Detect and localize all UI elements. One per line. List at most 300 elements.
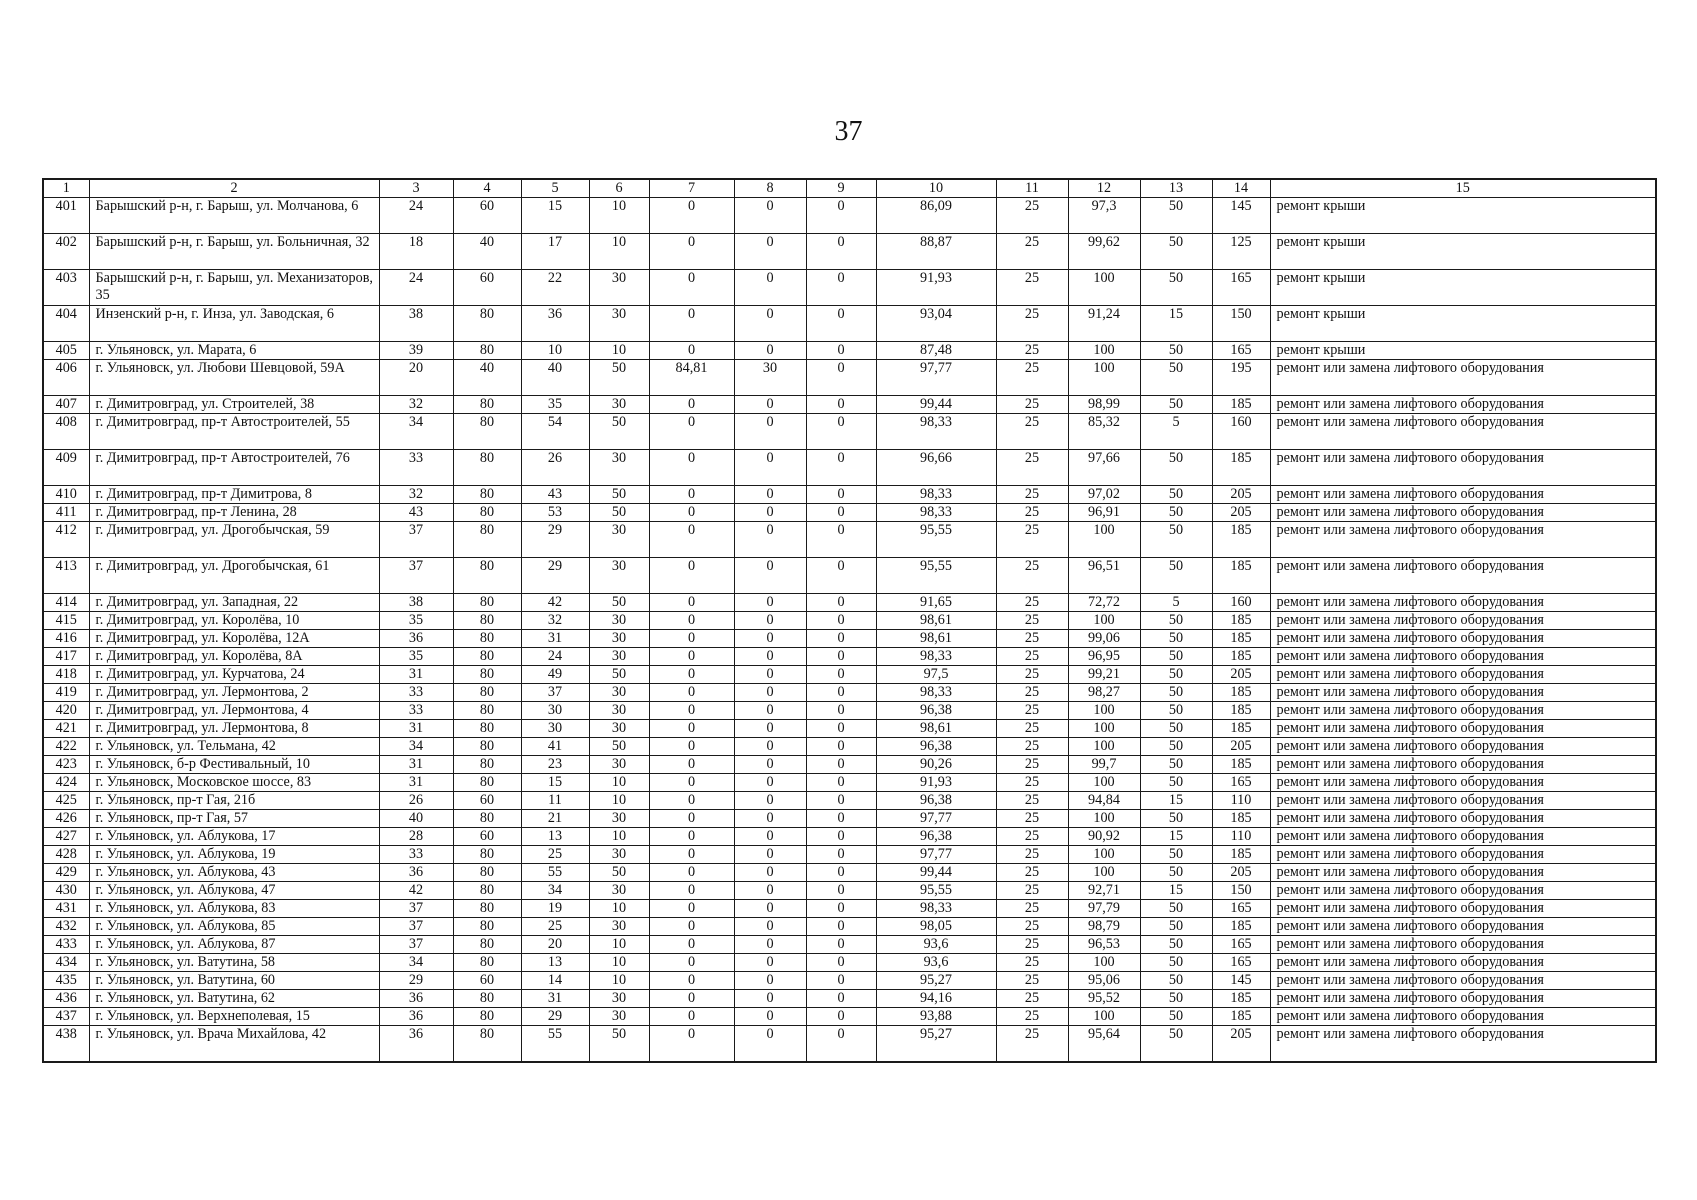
address-cell: г. Ульяновск, Московское шоссе, 83: [89, 774, 379, 792]
value-cell: 0: [649, 522, 734, 558]
value-cell: 205: [1212, 738, 1270, 756]
value-cell: 50: [589, 594, 649, 612]
value-cell: 30: [589, 270, 649, 306]
value-cell: 13: [521, 954, 589, 972]
row-number-cell: 402: [43, 234, 89, 270]
table-row: [43, 954, 1656, 972]
value-cell: 0: [734, 342, 806, 360]
table-row: [43, 504, 1656, 522]
value-cell: 145: [1212, 972, 1270, 990]
value-cell: 50: [1140, 774, 1212, 792]
value-cell: 20: [521, 936, 589, 954]
row-number-cell: 405: [43, 342, 89, 360]
value-cell: 31: [521, 630, 589, 648]
value-cell: 98,61: [876, 612, 996, 630]
header-cell: 4: [453, 179, 521, 198]
value-cell: 15: [1140, 882, 1212, 900]
value-cell: 50: [1140, 342, 1212, 360]
value-cell: 50: [1140, 666, 1212, 684]
value-cell: 30: [589, 702, 649, 720]
value-cell: 185: [1212, 684, 1270, 702]
work-type-cell: ремонт или замена лифтового оборудования: [1270, 720, 1656, 738]
value-cell: 100: [1068, 342, 1140, 360]
address-cell: г. Димитровград, ул. Строителей, 38: [89, 396, 379, 414]
value-cell: 80: [453, 900, 521, 918]
value-cell: 97,77: [876, 846, 996, 864]
address-cell: Инзенский р-н, г. Инза, ул. Заводская, 6: [89, 306, 379, 342]
value-cell: 99,21: [1068, 666, 1140, 684]
value-cell: 84,81: [649, 360, 734, 396]
value-cell: 88,87: [876, 234, 996, 270]
value-cell: 30: [589, 990, 649, 1008]
header-cell: 13: [1140, 179, 1212, 198]
value-cell: 165: [1212, 936, 1270, 954]
address-cell: г. Димитровград, ул. Курчатова, 24: [89, 666, 379, 684]
value-cell: 26: [379, 792, 453, 810]
value-cell: 25: [996, 450, 1068, 486]
value-cell: 80: [453, 738, 521, 756]
work-type-cell: ремонт или замена лифтового оборудования: [1270, 360, 1656, 396]
value-cell: 50: [1140, 648, 1212, 666]
value-cell: 98,33: [876, 414, 996, 450]
row-number-cell: 428: [43, 846, 89, 864]
address-cell: г. Ульяновск, ул. Аблукова, 43: [89, 864, 379, 882]
value-cell: 26: [521, 450, 589, 486]
value-cell: 34: [379, 414, 453, 450]
row-number-cell: 436: [43, 990, 89, 1008]
value-cell: 53: [521, 504, 589, 522]
value-cell: 50: [589, 666, 649, 684]
header-cell: 5: [521, 179, 589, 198]
value-cell: 98,33: [876, 900, 996, 918]
work-type-cell: ремонт или замена лифтового оборудования: [1270, 450, 1656, 486]
value-cell: 185: [1212, 846, 1270, 864]
table-body: [43, 198, 1656, 1063]
value-cell: 25: [996, 306, 1068, 342]
value-cell: 25: [996, 936, 1068, 954]
work-type-cell: ремонт или замена лифтового оборудования: [1270, 972, 1656, 990]
address-cell: г. Ульяновск, пр-т Гая, 57: [89, 810, 379, 828]
value-cell: 205: [1212, 864, 1270, 882]
value-cell: 31: [379, 774, 453, 792]
value-cell: 30: [589, 630, 649, 648]
table-row: [43, 756, 1656, 774]
value-cell: 50: [1140, 954, 1212, 972]
value-cell: 205: [1212, 666, 1270, 684]
value-cell: 25: [996, 234, 1068, 270]
value-cell: 0: [649, 414, 734, 450]
value-cell: 50: [1140, 810, 1212, 828]
row-number-cell: 424: [43, 774, 89, 792]
value-cell: 98,61: [876, 720, 996, 738]
value-cell: 96,66: [876, 450, 996, 486]
value-cell: 0: [734, 774, 806, 792]
value-cell: 0: [649, 396, 734, 414]
value-cell: 0: [806, 882, 876, 900]
value-cell: 0: [649, 828, 734, 846]
value-cell: 25: [996, 990, 1068, 1008]
address-cell: г. Ульяновск, ул. Ватутина, 60: [89, 972, 379, 990]
value-cell: 100: [1068, 846, 1140, 864]
value-cell: 30: [589, 522, 649, 558]
value-cell: 0: [734, 828, 806, 846]
value-cell: 0: [649, 738, 734, 756]
value-cell: 37: [379, 522, 453, 558]
value-cell: 80: [453, 882, 521, 900]
table-row: [43, 450, 1656, 486]
value-cell: 10: [589, 972, 649, 990]
address-cell: г. Димитровград, ул. Лермонтова, 8: [89, 720, 379, 738]
value-cell: 110: [1212, 828, 1270, 846]
value-cell: 0: [734, 792, 806, 810]
address-cell: г. Ульяновск, ул. Врача Михайлова, 42: [89, 1026, 379, 1063]
value-cell: 165: [1212, 900, 1270, 918]
value-cell: 25: [996, 630, 1068, 648]
value-cell: 50: [1140, 756, 1212, 774]
value-cell: 95,55: [876, 522, 996, 558]
value-cell: 10: [521, 342, 589, 360]
value-cell: 0: [649, 972, 734, 990]
table-row: [43, 738, 1656, 756]
value-cell: 25: [996, 792, 1068, 810]
work-type-cell: ремонт или замена лифтового оборудования: [1270, 864, 1656, 882]
value-cell: 94,16: [876, 990, 996, 1008]
value-cell: 50: [1140, 270, 1212, 306]
value-cell: 100: [1068, 270, 1140, 306]
work-type-cell: ремонт или замена лифтового оборудования: [1270, 486, 1656, 504]
value-cell: 0: [806, 666, 876, 684]
value-cell: 97,79: [1068, 900, 1140, 918]
value-cell: 80: [453, 810, 521, 828]
header-cell: 9: [806, 179, 876, 198]
value-cell: 0: [734, 954, 806, 972]
value-cell: 95,06: [1068, 972, 1140, 990]
value-cell: 80: [453, 954, 521, 972]
table-row: [43, 612, 1656, 630]
value-cell: 31: [379, 666, 453, 684]
value-cell: 165: [1212, 342, 1270, 360]
value-cell: 0: [649, 486, 734, 504]
value-cell: 80: [453, 486, 521, 504]
value-cell: 80: [453, 612, 521, 630]
value-cell: 0: [734, 648, 806, 666]
value-cell: 0: [806, 846, 876, 864]
value-cell: 25: [996, 1026, 1068, 1063]
value-cell: 80: [453, 936, 521, 954]
value-cell: 13: [521, 828, 589, 846]
value-cell: 96,38: [876, 792, 996, 810]
value-cell: 25: [996, 666, 1068, 684]
work-type-cell: ремонт крыши: [1270, 342, 1656, 360]
value-cell: 0: [734, 594, 806, 612]
value-cell: 0: [806, 612, 876, 630]
value-cell: 60: [453, 792, 521, 810]
value-cell: 185: [1212, 756, 1270, 774]
value-cell: 35: [379, 648, 453, 666]
value-cell: 80: [453, 450, 521, 486]
address-cell: г. Димитровград, ул. Лермонтова, 2: [89, 684, 379, 702]
value-cell: 40: [521, 360, 589, 396]
value-cell: 100: [1068, 954, 1140, 972]
value-cell: 205: [1212, 504, 1270, 522]
row-number-cell: 409: [43, 450, 89, 486]
value-cell: 30: [589, 306, 649, 342]
value-cell: 80: [453, 522, 521, 558]
value-cell: 50: [589, 360, 649, 396]
value-cell: 50: [1140, 720, 1212, 738]
value-cell: 185: [1212, 522, 1270, 558]
work-type-cell: ремонт или замена лифтового оборудования: [1270, 954, 1656, 972]
value-cell: 160: [1212, 414, 1270, 450]
value-cell: 205: [1212, 486, 1270, 504]
value-cell: 30: [589, 810, 649, 828]
value-cell: 10: [589, 342, 649, 360]
value-cell: 25: [996, 396, 1068, 414]
value-cell: 32: [521, 612, 589, 630]
value-cell: 25: [996, 486, 1068, 504]
value-cell: 93,04: [876, 306, 996, 342]
value-cell: 25: [996, 882, 1068, 900]
value-cell: 185: [1212, 1008, 1270, 1026]
table-row: [43, 414, 1656, 450]
value-cell: 205: [1212, 1026, 1270, 1063]
value-cell: 43: [379, 504, 453, 522]
value-cell: 50: [589, 414, 649, 450]
value-cell: 50: [589, 486, 649, 504]
value-cell: 25: [996, 774, 1068, 792]
value-cell: 0: [734, 450, 806, 486]
value-cell: 50: [1140, 684, 1212, 702]
value-cell: 0: [734, 936, 806, 954]
value-cell: 95,27: [876, 972, 996, 990]
value-cell: 43: [521, 486, 589, 504]
value-cell: 185: [1212, 918, 1270, 936]
value-cell: 0: [734, 198, 806, 234]
work-type-cell: ремонт или замена лифтового оборудования: [1270, 558, 1656, 594]
table-row: [43, 936, 1656, 954]
row-number-cell: 438: [43, 1026, 89, 1063]
value-cell: 24: [379, 270, 453, 306]
value-cell: 20: [379, 360, 453, 396]
value-cell: 0: [806, 648, 876, 666]
value-cell: 0: [649, 846, 734, 864]
table-row: [43, 486, 1656, 504]
value-cell: 0: [649, 900, 734, 918]
value-cell: 100: [1068, 612, 1140, 630]
value-cell: 0: [649, 1008, 734, 1026]
value-cell: 0: [734, 738, 806, 756]
value-cell: 96,38: [876, 702, 996, 720]
value-cell: 34: [521, 882, 589, 900]
row-number-cell: 406: [43, 360, 89, 396]
value-cell: 0: [734, 396, 806, 414]
value-cell: 0: [649, 684, 734, 702]
value-cell: 0: [649, 864, 734, 882]
value-cell: 97,77: [876, 360, 996, 396]
work-type-cell: ремонт или замена лифтового оборудования: [1270, 522, 1656, 558]
work-type-cell: ремонт или замена лифтового оборудования: [1270, 414, 1656, 450]
value-cell: 0: [649, 756, 734, 774]
value-cell: 50: [589, 1026, 649, 1063]
work-type-cell: ремонт или замена лифтового оборудования: [1270, 738, 1656, 756]
value-cell: 165: [1212, 774, 1270, 792]
value-cell: 0: [806, 558, 876, 594]
value-cell: 17: [521, 234, 589, 270]
work-type-cell: ремонт или замена лифтового оборудования: [1270, 396, 1656, 414]
value-cell: 0: [734, 702, 806, 720]
value-cell: 80: [453, 684, 521, 702]
value-cell: 10: [589, 774, 649, 792]
value-cell: 19: [521, 900, 589, 918]
value-cell: 50: [1140, 990, 1212, 1008]
value-cell: 10: [589, 792, 649, 810]
value-cell: 36: [379, 1008, 453, 1026]
address-cell: г. Димитровград, ул. Королёва, 8А: [89, 648, 379, 666]
value-cell: 50: [1140, 234, 1212, 270]
value-cell: 40: [453, 360, 521, 396]
value-cell: 98,33: [876, 504, 996, 522]
value-cell: 0: [806, 756, 876, 774]
value-cell: 50: [1140, 396, 1212, 414]
value-cell: 0: [649, 648, 734, 666]
value-cell: 50: [1140, 1026, 1212, 1063]
address-cell: г. Ульяновск, ул. Аблукова, 83: [89, 900, 379, 918]
value-cell: 96,53: [1068, 936, 1140, 954]
value-cell: 0: [806, 972, 876, 990]
work-type-cell: ремонт или замена лифтового оборудования: [1270, 666, 1656, 684]
value-cell: 25: [996, 720, 1068, 738]
value-cell: 150: [1212, 306, 1270, 342]
value-cell: 80: [453, 396, 521, 414]
value-cell: 97,02: [1068, 486, 1140, 504]
work-type-cell: ремонт или замена лифтового оборудования: [1270, 936, 1656, 954]
value-cell: 0: [649, 918, 734, 936]
value-cell: 25: [996, 738, 1068, 756]
address-cell: Барышский р-н, г. Барыш, ул. Больничная, 32: [89, 234, 379, 270]
value-cell: 50: [1140, 558, 1212, 594]
value-cell: 95,52: [1068, 990, 1140, 1008]
value-cell: 30: [521, 702, 589, 720]
value-cell: 98,99: [1068, 396, 1140, 414]
value-cell: 98,33: [876, 486, 996, 504]
value-cell: 30: [589, 846, 649, 864]
work-type-cell: ремонт или замена лифтового оборудования: [1270, 846, 1656, 864]
table-row: [43, 846, 1656, 864]
value-cell: 25: [996, 972, 1068, 990]
header-cell: 14: [1212, 179, 1270, 198]
value-cell: 30: [521, 720, 589, 738]
value-cell: 0: [734, 972, 806, 990]
value-cell: 99,7: [1068, 756, 1140, 774]
value-cell: 25: [996, 810, 1068, 828]
value-cell: 25: [996, 648, 1068, 666]
row-number-cell: 416: [43, 630, 89, 648]
value-cell: 0: [806, 1026, 876, 1063]
value-cell: 10: [589, 954, 649, 972]
value-cell: 50: [589, 504, 649, 522]
value-cell: 0: [806, 270, 876, 306]
header-cell: 3: [379, 179, 453, 198]
value-cell: 93,88: [876, 1008, 996, 1026]
value-cell: 0: [806, 702, 876, 720]
value-cell: 0: [649, 612, 734, 630]
page-number: 37: [834, 116, 863, 147]
value-cell: 18: [379, 234, 453, 270]
value-cell: 0: [806, 810, 876, 828]
value-cell: 0: [734, 810, 806, 828]
value-cell: 91,93: [876, 270, 996, 306]
table-row: [43, 720, 1656, 738]
value-cell: 0: [806, 594, 876, 612]
value-cell: 10: [589, 198, 649, 234]
value-cell: 25: [996, 198, 1068, 234]
value-cell: 55: [521, 864, 589, 882]
value-cell: 96,95: [1068, 648, 1140, 666]
value-cell: 50: [1140, 864, 1212, 882]
value-cell: 0: [649, 702, 734, 720]
value-cell: 32: [379, 486, 453, 504]
address-cell: г. Ульяновск, ул. Аблукова, 19: [89, 846, 379, 864]
work-type-cell: ремонт или замена лифтового оборудования: [1270, 648, 1656, 666]
header-cell: 2: [89, 179, 379, 198]
value-cell: 34: [379, 738, 453, 756]
value-cell: 25: [996, 270, 1068, 306]
value-cell: 25: [996, 864, 1068, 882]
value-cell: 25: [521, 846, 589, 864]
value-cell: 80: [453, 594, 521, 612]
value-cell: 0: [806, 234, 876, 270]
value-cell: 87,48: [876, 342, 996, 360]
value-cell: 50: [1140, 900, 1212, 918]
value-cell: 36: [379, 990, 453, 1008]
value-cell: 0: [734, 666, 806, 684]
row-number-cell: 410: [43, 486, 89, 504]
value-cell: 0: [806, 306, 876, 342]
value-cell: 96,38: [876, 828, 996, 846]
value-cell: 0: [649, 990, 734, 1008]
value-cell: 96,91: [1068, 504, 1140, 522]
value-cell: 96,51: [1068, 558, 1140, 594]
value-cell: 30: [589, 720, 649, 738]
value-cell: 32: [379, 396, 453, 414]
table-row: [43, 1008, 1656, 1026]
table-row: [43, 306, 1656, 342]
row-number-cell: 423: [43, 756, 89, 774]
value-cell: 0: [734, 306, 806, 342]
value-cell: 80: [453, 648, 521, 666]
row-number-cell: 407: [43, 396, 89, 414]
address-cell: г. Димитровград, ул. Королёва, 12А: [89, 630, 379, 648]
value-cell: 33: [379, 684, 453, 702]
value-cell: 92,71: [1068, 882, 1140, 900]
value-cell: 0: [806, 918, 876, 936]
value-cell: 80: [453, 558, 521, 594]
value-cell: 96,38: [876, 738, 996, 756]
value-cell: 0: [649, 342, 734, 360]
value-cell: 36: [379, 630, 453, 648]
value-cell: 80: [453, 756, 521, 774]
value-cell: 25: [996, 900, 1068, 918]
value-cell: 50: [1140, 522, 1212, 558]
row-number-cell: 433: [43, 936, 89, 954]
value-cell: 0: [649, 936, 734, 954]
value-cell: 0: [734, 612, 806, 630]
address-cell: г. Ульяновск, ул. Ватутина, 62: [89, 990, 379, 1008]
table-row: [43, 972, 1656, 990]
value-cell: 25: [996, 342, 1068, 360]
value-cell: 0: [806, 720, 876, 738]
value-cell: 0: [734, 1026, 806, 1063]
